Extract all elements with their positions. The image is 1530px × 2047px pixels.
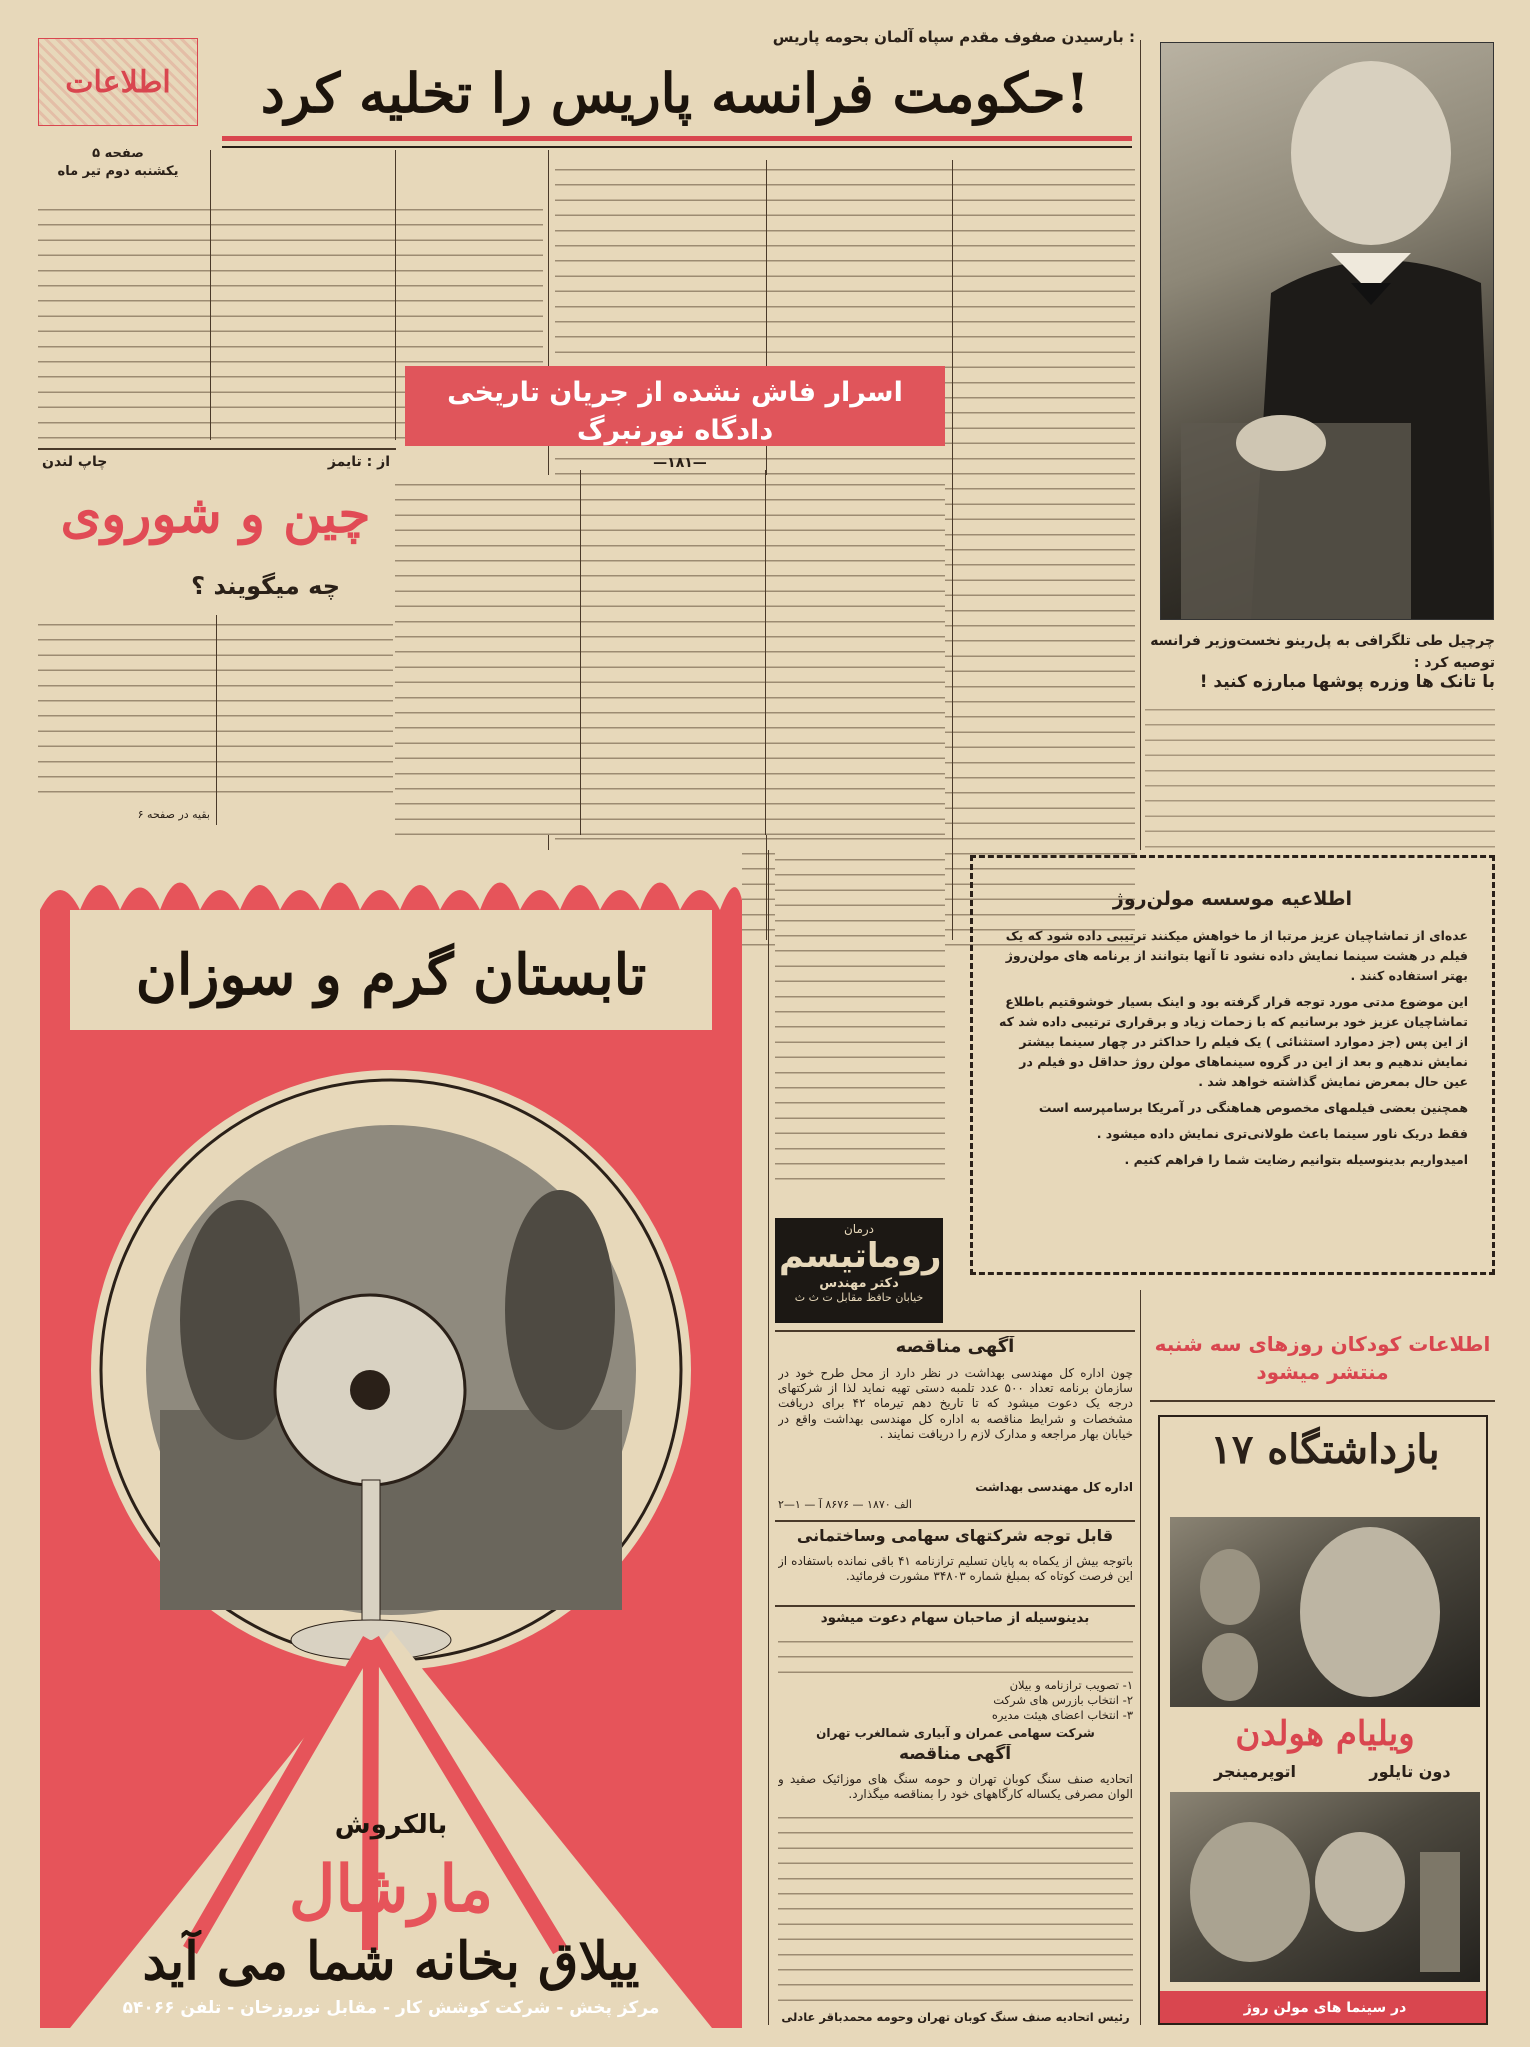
page-date: [38, 145, 198, 181]
tender2-title: آگهی مناقصه: [898, 1744, 1012, 1764]
shareholders-text: [778, 1632, 1133, 1676]
column-rule: [580, 470, 581, 835]
fan-slogan: ییلاق بخانه شما می آید: [142, 1931, 640, 1992]
photo-story-text: [1145, 700, 1495, 850]
column-rule: [765, 470, 766, 835]
face-shape: [1315, 1832, 1405, 1932]
section-rule: [38, 448, 396, 450]
movie-star: ویلیام هولدن: [1235, 1714, 1415, 1754]
face-small: [1200, 1549, 1260, 1625]
tender2-signature: رئیس اتحادیه صنف سنگ کوبان تهران وحومه محمدباقر عادلی: [781, 2010, 1130, 2024]
fan-hub: [350, 1370, 390, 1410]
headline-kicker: بارسیدن صفوف مقدم سپاه آلمان بحومه پاریس :: [772, 28, 1135, 46]
serial-title: اسرار فاش نشده از جریان تاریخی دادگاه نورنبرگ: [447, 377, 903, 446]
middle-story-text: [775, 850, 945, 1190]
serial-banner: [405, 366, 945, 446]
children-notice: اطلاعات کودکان روزهای سه شنبه منتشر میشود: [1154, 1332, 1491, 1384]
rheumatism-title: روماتیسم: [779, 1236, 942, 1276]
mulanrouge-paragraph: همچنین بعضی فیلمهای مخصوص هماهنگی در آمریکا برسامپرسه است: [1038, 1100, 1468, 1115]
mulanrouge-notice: [970, 855, 1495, 1275]
shareholders-title: بدینوسیله از صاحبان سهام دعوت میشود: [820, 1610, 1090, 1626]
column-rule: [1140, 40, 1141, 850]
movie-advertisement: [1158, 1415, 1488, 2025]
tree-right: [505, 1190, 615, 1430]
building-notice-title: قابل توجه شرکتهای سهامی وساختمانی: [796, 1526, 1114, 1545]
page-number: صفحه ۵: [92, 146, 144, 161]
face-shape: [1300, 1527, 1440, 1697]
agenda-item: ۱- تصویب ترازنامه و بیلان: [1009, 1678, 1133, 1692]
issue-date: یکشنبه دوم تیر ماه: [57, 164, 179, 179]
china-continued: بقیه در صفحه ۶: [137, 808, 210, 821]
fan-brand: مارشال: [288, 1852, 494, 1927]
mulanrouge-paragraph: این موضوع مدتی مورد توجه قرار گرفته بود و اینک بسیار خوشوقتیم باطلاع تماشاچیان عزیز خود برسانیم که با زحمات زیاد و برقراری ترتیبی داده شد که از این پس (جز دموارد استثنائی ) یک فیلم را حداکثر در چهار سینما بیشتر نمایش ندهیم و بعد از این در گروه سینماهای مولن روژ حداقل دو فیلم در عین حال بمعرض نمایش گذاشته خواهد شد .: [999, 994, 1468, 1089]
shareholders-agenda: [778, 1678, 1133, 1723]
column-rule: [768, 850, 769, 2025]
rheumatism-line1: درمان: [843, 1222, 875, 1236]
building-notice-body: باتوجه بیش از یکماه به پایان تسلیم ترازنامه ۴۱ باقی نمانده باستفاده از این فرصت کوتاه که بمبلغ شماره ۳۴۸۰۳ مشورت فرمائید.: [778, 1554, 1133, 1584]
china-source: از : تایمز: [327, 454, 390, 470]
tender1-office: اداره کل مهندسی بهداشت: [975, 1480, 1133, 1494]
rheumatism-address: خیابان حافظ مقابل ت ث ث: [794, 1291, 924, 1304]
actor-illustration: [1170, 1517, 1480, 1707]
churchill-photo: [1160, 42, 1494, 620]
mulanrouge-body: [997, 926, 1468, 1170]
photo-caption: چرچیل طی تلگرافی به پل‌رینو نخست‌وزیر فرانسه توصیه کرد :: [1150, 633, 1495, 671]
main-headline: حکومت فرانسه پاریس را تخلیه کرد!: [260, 61, 1090, 125]
agenda-item: ۳- انتخاب اعضای هیئت مدیره: [991, 1708, 1133, 1722]
movie-title: بازداشتگاه ۱۷: [1210, 1426, 1440, 1473]
column-rule: [1140, 1290, 1141, 2025]
figure-shape: [1420, 1852, 1460, 1972]
column-rule: [952, 160, 953, 940]
section-rule: [1150, 1400, 1495, 1402]
china-subtitle: چه میگویند ؟: [191, 572, 340, 600]
column-rule: [395, 150, 396, 440]
section-rule: [775, 1605, 1135, 1607]
tender1-body: چون اداره کل مهندسی بهداشت در نظر دارد از محل طرح خود در سازمان برنامه تعداد ۵۰۰ عدد تلمبه دستی تهیه نماید لذا از شرکتهای درجه یک دعوت میشود که تا تاریخ دهم تیرماه ۴۲ برای دریافت مشخصات و شرایط مناقصه به اداره کل مهندسی بهداشت واقع در خیابان بهار مراجعه و مدارک لازم را دریافت نمایند .: [778, 1366, 1133, 1441]
head-shape: [1291, 61, 1451, 245]
face-shape: [1190, 1822, 1310, 1962]
shareholders-company: شرکت سهامی عمران و آبیاری شمالغرب تهران: [816, 1726, 1095, 1740]
movie-scene-photo: [1170, 1792, 1480, 1982]
agenda-item: ۲- انتخاب بازرس های شرکت: [993, 1693, 1133, 1707]
headline-underline: [222, 136, 1132, 141]
actor-photo: [1170, 1517, 1480, 1707]
fan-stand: [362, 1480, 380, 1630]
mulanrouge-paragraph: امیدواریم بدینوسیله بتوانیم رضایت شما را فراهم کنیم .: [1124, 1152, 1468, 1167]
mulanrouge-paragraph: عده‌ای از تماشاچیان عزیز مرتبا از ما خواهش میکنند ترتیبی داده شود که یک فیلم در هشت سینما نمایش داده نشود تا آنها بتوانند از برنامه های مولن‌روژ بهتر استفاده کنند .: [1005, 928, 1468, 983]
portrait-illustration: [1161, 43, 1494, 620]
movie-footer: در سینما های مولن روژ: [1160, 1991, 1488, 2025]
fan-footer: مرکز پخش - شرکت کوشش کار - مقابل نوروزخان - تلفن ۵۴۰۶۶: [122, 1998, 660, 2018]
tender1-codes: الف ۱۸۷۰ — ۸۶۷۶ آ — ۱—۲: [778, 1498, 912, 1511]
serial-number: —۱۸۱—: [653, 455, 707, 471]
tender1-title: آگهی مناقصه: [895, 1336, 1015, 1357]
column-rule: [216, 615, 217, 825]
china-title: چین و شوروی: [60, 484, 371, 545]
column-rule: [210, 150, 211, 440]
headline-rule: [222, 146, 1132, 148]
section-rule: [775, 1330, 1135, 1332]
flame-edge: [40, 850, 742, 910]
face-small: [1202, 1633, 1258, 1701]
rheumatism-ad: [775, 1218, 943, 1323]
fan-brand-small: بالکروش: [334, 1810, 448, 1840]
newspaper-logo: اطلاعات: [38, 38, 198, 126]
tender2-body: اتحادیه صنف سنگ کوبان تهران و حومه سنگ های موزائیک صفید و الوان مصرفی یکساله کارگاههای خود را بمناقصه میگذارد.: [778, 1772, 1133, 1802]
china-print: چاپ لندن: [42, 454, 108, 470]
tender2-text: [778, 1808, 1133, 2008]
mulanrouge-title: اطلاعیه موسسه مولن‌روژ: [1112, 888, 1353, 910]
scene-illustration: [1170, 1792, 1480, 1982]
mulanrouge-paragraph: فقط دریک ناور سینما باعث طولانی‌تری نمایش داده میشود .: [1096, 1126, 1468, 1141]
movie-costar1: دون تایلور: [1369, 1762, 1451, 1781]
serial-story-columns: [395, 475, 945, 835]
section-rule: [775, 1520, 1135, 1522]
movie-costar2: اتوپرمینجر: [1214, 1762, 1296, 1781]
rheumatism-doctor: دکتر مهندس: [819, 1276, 899, 1291]
photo-subhead: با تانک ها وزره پوشها مبارزه کنید !: [1199, 672, 1495, 692]
fan-ad-headline: تابستان گرم و سوزان: [135, 942, 647, 1008]
hand-shape: [1236, 415, 1326, 471]
fan-advertisement: [40, 850, 742, 2028]
